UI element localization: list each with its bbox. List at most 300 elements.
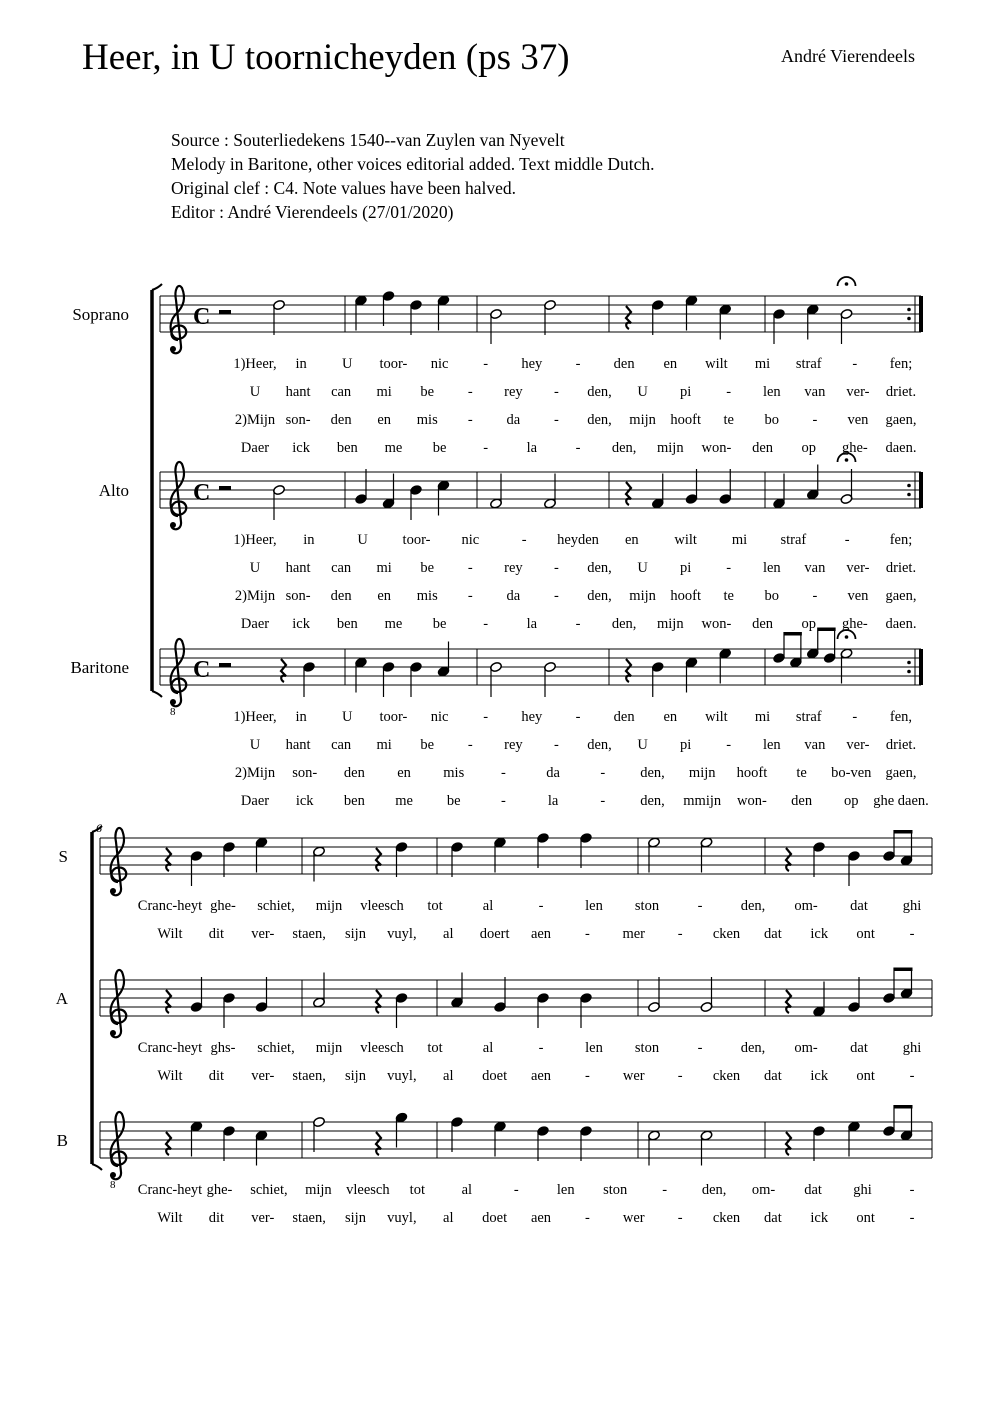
lyric-syllable: Wilt [157, 926, 183, 942]
lyric-syllable: hant [285, 560, 311, 576]
lyric-syllable: dat [764, 1068, 782, 1084]
staff-baritone [70, 628, 928, 810]
half-rest [219, 310, 231, 314]
lyric-syllable: ver- [251, 1210, 275, 1226]
lyric-syllable: - [521, 532, 527, 548]
treble-clef-dot-icon [170, 346, 176, 352]
lyric-syllable: la [526, 616, 538, 632]
lyric-syllable: den, [587, 737, 612, 753]
lyric-syllable: om- [794, 898, 818, 914]
lyric-syllable: mijn [315, 1040, 343, 1056]
lyric-syllable: mis [416, 588, 438, 604]
lyric-syllable: da [506, 412, 521, 428]
lyric-syllable: te [796, 765, 807, 781]
lyric-syllable: ver- [846, 737, 870, 753]
lyric-syllable: won- [701, 616, 732, 632]
lyric-syllable: Daer [240, 440, 270, 456]
lyric-syllable: - [726, 560, 732, 576]
lyric-syllable: den, [740, 1040, 766, 1056]
lyric-syllable: ston [634, 898, 660, 914]
lyric-syllable: - [600, 765, 606, 781]
lyric-syllable: can [331, 737, 352, 753]
lyric-syllable: be [432, 440, 447, 456]
lyric-syllable: Wilt [157, 1068, 183, 1084]
lyric-syllable: - [483, 616, 489, 632]
fermata-dot [845, 635, 849, 639]
lyric-syllable: - [677, 1210, 683, 1226]
staff-label: A [55, 989, 68, 1008]
lyric-syllable: sijn [345, 1068, 366, 1084]
half-rest [219, 486, 231, 490]
lyric-syllable: len [585, 1040, 603, 1056]
lyric-syllable: gaen, [885, 412, 917, 428]
lyric-syllable: pi [680, 737, 692, 753]
lyric-syllable: den, [611, 440, 637, 456]
lyric-syllable: da [506, 588, 521, 604]
lyric-syllable: dat [850, 1040, 868, 1056]
lyric-syllable: in [295, 709, 307, 725]
lyric-syllable: vuyl, [387, 1210, 417, 1226]
lyric-syllable: - [483, 440, 489, 456]
lyric-syllable: driet. [885, 384, 917, 400]
composer-name: André Vierendeels [781, 46, 916, 66]
lyric-syllable: la [547, 793, 559, 809]
lyric-syllable: ben [336, 616, 358, 632]
lyric-syllable: den [613, 709, 635, 725]
melody-note-line: Melody in Baritone, other voices editorial added. Text middle Dutch. [171, 154, 655, 174]
lyric-syllable: - [575, 356, 581, 372]
lyric-syllable: om- [751, 1182, 776, 1198]
treble-clef-dot-icon [170, 522, 176, 528]
lyric-syllable: vuyl, [387, 1068, 417, 1084]
lyric-syllable: - [909, 1068, 915, 1084]
lyric-syllable: - [513, 1182, 519, 1198]
lyric-syllable: len [762, 384, 781, 400]
lyric-syllable: den, [587, 384, 612, 400]
lyric-syllable: cken [712, 1210, 741, 1226]
lyric-syllable: toor- [379, 356, 408, 372]
lyric-syllable: ven [847, 588, 869, 604]
lyric-syllable: U [637, 737, 648, 753]
lyric-syllable: hooft [670, 588, 701, 604]
lyric-syllable: 2)Mijn [234, 588, 276, 604]
lyric-syllable: nic [430, 356, 449, 372]
lyric-syllable: op [801, 616, 816, 632]
octave-mark: 8 [170, 706, 176, 718]
lyric-syllable: rey [504, 384, 523, 400]
lyric-syllable: - [697, 898, 703, 914]
lyric-syllable: staen, [292, 926, 326, 942]
lyric-syllable: fen; [889, 532, 913, 548]
lyric-syllable: len [556, 1182, 575, 1198]
lyric-syllable: vuyl, [387, 926, 417, 942]
staff-label: S [58, 847, 68, 866]
quarter-rest [786, 1132, 791, 1155]
lyric-syllable: in [295, 356, 307, 372]
lyric-syllable: Daer [240, 793, 270, 809]
lyric-syllable: - [554, 588, 559, 604]
system-2 [56, 821, 932, 1226]
lyric-syllable: ick [810, 1210, 829, 1226]
staff-label: Alto [98, 481, 129, 500]
lyric-syllable: ston [634, 1040, 660, 1056]
lyric-syllable: ghi [853, 1182, 872, 1198]
lyric-syllable: al [443, 1068, 454, 1084]
lyric-syllable: hooft [736, 765, 768, 781]
lyric-syllable: - [584, 1210, 590, 1226]
lyric-syllable: 2)Mijn [234, 765, 276, 781]
lyric-syllable: vleesch [346, 1182, 390, 1198]
lyric-syllable: van [804, 737, 826, 753]
lyric-syllable: den [791, 793, 813, 809]
lyric-syllable: wilt [705, 356, 728, 372]
lyric-syllable: ghe- [841, 440, 868, 456]
lyric-syllable: schiet, [250, 1182, 288, 1198]
lyric-syllable: - [501, 765, 506, 781]
lyric-syllable: dat [764, 926, 782, 942]
lyric-syllable: ston [603, 1182, 628, 1198]
lyric-syllable: U [637, 384, 648, 400]
lyric-syllable: cken [712, 926, 741, 942]
lyric-syllable: pi [680, 560, 692, 576]
lyric-syllable: ghe daen. [873, 793, 929, 809]
lyric-syllable: rey [504, 560, 523, 576]
lyric-syllable: schiet, [257, 1040, 295, 1056]
lyric-syllable: daen. [885, 440, 917, 456]
lyric-syllable: ick [810, 926, 829, 942]
lyric-syllable: Cranc-heyt [137, 1040, 203, 1056]
treble-clef-dot-icon [110, 1030, 116, 1036]
lyric-syllable: can [331, 384, 352, 400]
lyric-syllable: den, [640, 793, 665, 809]
lyric-syllable: ver- [846, 560, 870, 576]
beam [784, 632, 802, 636]
lyric-syllable: - [909, 926, 915, 942]
lyric-syllable: bo [764, 412, 780, 428]
quarter-rest [786, 990, 791, 1013]
lyric-syllable: - [538, 1040, 544, 1056]
lyric-syllable: sijn [345, 1210, 366, 1226]
treble-clef-dot-icon [110, 1172, 116, 1178]
lyric-syllable: Daer [240, 616, 270, 632]
beam [894, 968, 913, 972]
lyric-syllable: - [909, 1182, 915, 1198]
time-signature: C [193, 657, 211, 683]
lyric-syllable: la [526, 440, 538, 456]
lyric-syllable: - [554, 737, 559, 753]
system-1 [70, 277, 928, 809]
lyric-syllable: - [852, 356, 858, 372]
lyric-syllable: vleesch [360, 898, 404, 914]
lyric-syllable: len [762, 560, 781, 576]
measure-number: 6 [96, 821, 102, 835]
repeat-dot [907, 670, 911, 674]
lyric-syllable: ghi [902, 898, 922, 914]
lyric-syllable: U [357, 532, 368, 548]
lyric-syllable: wilt [705, 709, 728, 725]
lyric-syllable: U [249, 737, 261, 753]
lyric-syllable: doert [479, 926, 510, 942]
lyric-syllable: hey [521, 356, 543, 372]
lyric-syllable: 1)Heer, [233, 356, 277, 372]
treble-clef-dot-icon [110, 888, 116, 894]
lyric-syllable: ick [810, 1068, 829, 1084]
lyric-syllable: nic [461, 532, 480, 548]
treble-clef-dot-icon [170, 699, 176, 705]
lyric-syllable: den, [611, 616, 637, 632]
time-signature: C [193, 480, 211, 506]
lyric-syllable: daen. [885, 616, 917, 632]
fermata-dot [845, 282, 849, 286]
lyric-syllable: mijn [688, 765, 716, 781]
lyric-syllable: mi [754, 356, 771, 372]
lyric-syllable: - [554, 384, 559, 400]
lyric-syllable: 1)Heer, [233, 709, 277, 725]
lyric-syllable: - [677, 926, 683, 942]
lyric-syllable: den [343, 765, 365, 781]
quarter-rest [166, 1132, 171, 1155]
lyric-syllable: al [482, 898, 494, 914]
lyric-syllable: be [420, 560, 435, 576]
lyric-syllable: al [461, 1182, 473, 1198]
lyric-syllable: - [467, 737, 473, 753]
lyric-syllable: om- [794, 1040, 818, 1056]
lyric-syllable: mis [416, 412, 438, 428]
beam [818, 628, 836, 632]
bracket-bottom-hook [152, 691, 162, 697]
lyric-syllable: schiet, [257, 898, 295, 914]
bracket-top-hook [152, 284, 162, 290]
staff-alto [99, 453, 921, 632]
lyric-syllable: mis [443, 765, 465, 781]
quarter-rest [786, 848, 791, 871]
lyric-syllable: - [575, 440, 581, 456]
lyric-syllable: - [909, 1210, 915, 1226]
lyric-syllable: op [801, 440, 816, 456]
lyric-syllable: len [762, 737, 781, 753]
staff-soprano [72, 277, 921, 456]
repeat-dot [907, 317, 911, 321]
lyric-syllable: mijn [656, 616, 684, 632]
lyric-syllable: straf [795, 356, 822, 372]
lyric-syllable: - [575, 616, 581, 632]
lyric-syllable: straf [795, 709, 822, 725]
lyric-syllable: fen, [889, 709, 913, 725]
lyric-syllable: - [501, 793, 506, 809]
lyric-syllable: den, [701, 1182, 727, 1198]
lyric-syllable: driet. [885, 737, 917, 753]
lyric-syllable: driet. [885, 560, 917, 576]
lyric-syllable: be [432, 616, 447, 632]
lyric-syllable: vleesch [360, 1040, 404, 1056]
lyric-syllable: mmijn [683, 793, 722, 809]
lyric-syllable: me [395, 793, 413, 809]
lyric-syllable: me [384, 616, 403, 632]
lyric-syllable: - [677, 1068, 683, 1084]
lyric-syllable: staen, [292, 1210, 326, 1226]
lyric-syllable: mi [376, 560, 392, 576]
lyric-syllable: ben [343, 793, 365, 809]
lyric-syllable: bo [764, 588, 780, 604]
lyric-syllable: ick [295, 793, 314, 809]
lyric-syllable: U [342, 709, 353, 725]
lyric-syllable: mi [376, 737, 392, 753]
lyric-syllable: ghe- [841, 616, 868, 632]
lyric-syllable: be [446, 793, 461, 809]
lyric-syllable: hooft [670, 412, 701, 428]
lyric-syllable: sijn [345, 926, 366, 942]
staff-b [57, 1105, 932, 1226]
lyric-syllable: - [554, 412, 559, 428]
lyric-syllable: ont [856, 926, 875, 942]
lyric-syllable: can [331, 560, 352, 576]
lyric-syllable: te [723, 588, 734, 604]
lyric-syllable: doet [482, 1210, 508, 1226]
lyric-syllable: - [600, 793, 606, 809]
lyric-syllable: den, [587, 588, 612, 604]
lyric-syllable: heyden [557, 532, 599, 548]
source-line: Source : Souterliedekens 1540--van Zuylen van Nyevelt [171, 130, 565, 150]
lyric-syllable: gaen, [885, 765, 917, 781]
lyric-syllable: mi [731, 532, 748, 548]
lyric-syllable: - [662, 1182, 668, 1198]
lyric-syllable: ont [856, 1068, 875, 1084]
lyric-syllable: - [467, 560, 473, 576]
lyric-syllable: rey [504, 737, 523, 753]
lyric-syllable: - [726, 384, 732, 400]
lyric-syllable: - [584, 926, 590, 942]
lyric-syllable: en [663, 356, 678, 372]
lyric-syllable: den [330, 412, 352, 428]
lyric-syllable: nic [430, 709, 449, 725]
lyric-syllable: tot [427, 898, 443, 914]
lyric-syllable: aen [530, 1068, 552, 1084]
lyric-syllable: bo-ven [831, 765, 872, 781]
lyric-syllable: den [330, 588, 352, 604]
lyric-syllable: ont [856, 1210, 875, 1226]
lyric-syllable: ver- [251, 1068, 275, 1084]
lyric-syllable: en [377, 412, 392, 428]
lyric-syllable: cken [712, 1068, 741, 1084]
lyric-syllable: in [303, 532, 315, 548]
quarter-rest [281, 659, 286, 682]
lyric-syllable: den [613, 356, 635, 372]
lyric-syllable: fen; [889, 356, 913, 372]
lyric-syllable: da [546, 765, 560, 781]
lyric-syllable: ghi [902, 1040, 922, 1056]
lyric-syllable: 1)Heer, [233, 532, 277, 548]
repeat-dot [907, 484, 911, 488]
lyric-syllable: al [482, 1040, 494, 1056]
lyric-syllable: son- [292, 765, 318, 781]
staff-label: Soprano [72, 305, 129, 324]
lyric-syllable: en [624, 532, 639, 548]
lyric-syllable: wer [622, 1210, 645, 1226]
lyric-syllable: Cranc-heyt [137, 1182, 203, 1198]
lyric-syllable: - [467, 412, 473, 428]
lyric-syllable: ven [847, 412, 869, 428]
lyric-syllable: - [726, 737, 732, 753]
lyric-syllable: aen [530, 1210, 552, 1226]
lyric-syllable: be [420, 384, 435, 400]
lyric-syllable: U [249, 560, 261, 576]
lyric-syllable: tot [409, 1182, 425, 1198]
lyric-syllable: son- [285, 412, 311, 428]
beam [894, 830, 913, 834]
repeat-dot [907, 661, 911, 665]
lyric-syllable: den, [587, 412, 612, 428]
quarter-rest [376, 848, 381, 871]
lyric-syllable: - [812, 588, 818, 604]
lyric-syllable: staen, [292, 1068, 326, 1084]
time-signature: C [193, 304, 211, 330]
lyric-syllable: en [663, 709, 678, 725]
lyric-syllable: - [697, 1040, 703, 1056]
lyric-syllable: al [443, 926, 454, 942]
quarter-rest [166, 848, 171, 871]
lyric-syllable: ick [292, 616, 311, 632]
lyric-syllable: mijn [656, 440, 684, 456]
lyric-syllable: mijn [315, 898, 343, 914]
lyric-syllable: tot [427, 1040, 443, 1056]
staff-a [56, 968, 932, 1085]
lyric-syllable: son- [285, 588, 311, 604]
lyric-syllable: dit [208, 926, 225, 942]
lyric-syllable: van [804, 384, 826, 400]
lyric-syllable: - [483, 356, 489, 372]
lyric-syllable: pi [680, 384, 692, 400]
quarter-rest [626, 659, 631, 682]
lyric-syllable: - [467, 384, 473, 400]
staff-s [59, 828, 932, 942]
lyric-syllable: wer [622, 1068, 645, 1084]
lyric-syllable: - [844, 532, 850, 548]
lyric-syllable: hant [285, 384, 311, 400]
lyric-syllable: ghe- [210, 898, 236, 914]
quarter-rest [376, 1132, 381, 1155]
lyric-syllable: toor- [379, 709, 408, 725]
lyric-syllable: Wilt [157, 1210, 183, 1226]
lyric-syllable: U [249, 384, 261, 400]
lyric-syllable: doet [482, 1068, 508, 1084]
quarter-rest [626, 306, 631, 329]
lyric-syllable: be [420, 737, 435, 753]
lyric-syllable: me [384, 440, 403, 456]
lyric-syllable: ghe- [206, 1182, 233, 1198]
lyric-syllable: hey [521, 709, 543, 725]
lyric-syllable: den, [587, 560, 612, 576]
lyric-syllable: mijn [305, 1182, 332, 1198]
editor-line: Editor : André Vierendeels (27/01/2020) [171, 202, 454, 222]
lyric-syllable: - [812, 412, 818, 428]
lyric-syllable: toor- [402, 532, 431, 548]
lyric-syllable: ben [336, 440, 358, 456]
quarter-rest [376, 990, 381, 1013]
repeat-dot [907, 493, 911, 497]
lyric-syllable: dat [804, 1182, 822, 1198]
lyric-syllable: wilt [674, 532, 697, 548]
lyric-syllable: U [342, 356, 353, 372]
lyric-syllable: dit [208, 1068, 225, 1084]
lyric-syllable: dit [208, 1210, 225, 1226]
lyric-syllable: te [723, 412, 734, 428]
lyric-syllable: mi [376, 384, 392, 400]
lyric-syllable: ick [292, 440, 311, 456]
half-rest [219, 663, 231, 667]
lyric-syllable: mijn [629, 588, 656, 604]
bracket-bottom-hook [92, 1164, 102, 1170]
staff-label: Baritone [70, 658, 129, 677]
